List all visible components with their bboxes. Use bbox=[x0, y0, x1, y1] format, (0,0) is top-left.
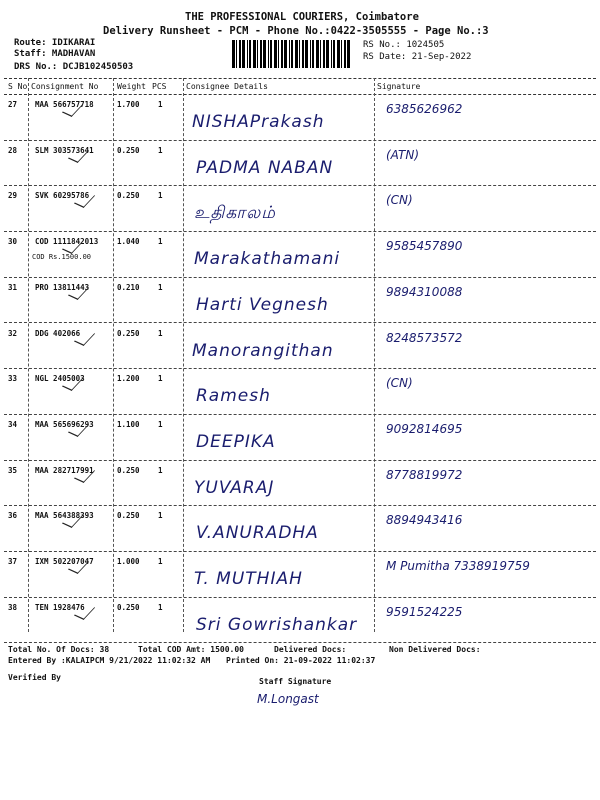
consignee-name-handwritten: Ramesh bbox=[196, 386, 271, 407]
barcode-bar bbox=[323, 40, 325, 68]
row-pcs: 1 bbox=[158, 511, 163, 521]
row-pcs: 1 bbox=[158, 557, 163, 566]
row-weight: 0.250 bbox=[117, 145, 140, 155]
row-weight: 1.100 bbox=[117, 419, 140, 429]
signature-handwritten: 9894310088 bbox=[386, 284, 463, 299]
signature-handwritten: 8248573572 bbox=[386, 330, 463, 345]
drs-label: DRS No.: DCJB102450503 bbox=[14, 62, 134, 72]
table-row bbox=[4, 94, 596, 141]
barcode-bar bbox=[253, 40, 256, 68]
row-consignment: MAA 282717991 bbox=[35, 465, 94, 475]
row-weight: 0.250 bbox=[117, 191, 140, 201]
barcode-bar bbox=[236, 40, 237, 68]
barcode-bar bbox=[302, 40, 304, 68]
rs-date: RS Date: 21-Sep-2022 bbox=[363, 52, 472, 62]
barcode-bar bbox=[249, 40, 251, 68]
row-sno: 32 bbox=[8, 328, 18, 338]
row-sno: 29 bbox=[8, 191, 18, 201]
row-sno: 38 bbox=[8, 602, 18, 612]
non-delivered-docs: Non Delivered Docs: bbox=[389, 645, 481, 654]
barcode-bar bbox=[299, 40, 300, 68]
row-pcs: 1 bbox=[158, 191, 163, 201]
barcode-bar bbox=[347, 40, 350, 68]
consignee-name-handwritten: Manorangithan bbox=[192, 340, 334, 361]
consignee-name-handwritten: T. MUTHIAH bbox=[194, 569, 303, 589]
row-sno: 30 bbox=[8, 237, 18, 247]
table-row bbox=[4, 414, 596, 461]
signature-handwritten: 9591524225 bbox=[386, 604, 463, 619]
staff-signature: M.Longast bbox=[257, 692, 319, 706]
consignee-name-handwritten: PADMA NABAN bbox=[196, 157, 334, 178]
consignee-name-handwritten: Marakathamani bbox=[194, 249, 341, 270]
barcode-bar bbox=[263, 40, 266, 68]
barcode-bar bbox=[344, 40, 346, 68]
barcode-bar bbox=[310, 40, 311, 68]
col-signature: Signature bbox=[377, 82, 421, 91]
barcode-bar bbox=[260, 40, 262, 68]
row-sno: 37 bbox=[8, 557, 18, 566]
barcode-bar bbox=[284, 40, 287, 68]
row-pcs: 1 bbox=[158, 602, 163, 612]
barcode-image bbox=[232, 40, 354, 68]
row-pcs: 1 bbox=[158, 374, 163, 384]
rs-number: RS No.: 1024505 bbox=[363, 40, 445, 50]
table-row bbox=[4, 551, 596, 598]
col-weight: Weight bbox=[117, 82, 146, 91]
consignee-name-handwritten: NISHAPrakash bbox=[192, 112, 325, 132]
barcode-bar bbox=[312, 40, 314, 68]
signature-handwritten: (CN) bbox=[386, 193, 413, 208]
row-consignment: IXM 502207047 bbox=[35, 557, 94, 566]
barcode-bar bbox=[333, 40, 335, 68]
total-docs: Total No. Of Docs: 38 bbox=[8, 645, 110, 654]
barcode-bar bbox=[242, 40, 245, 68]
col-pcs: PCS bbox=[152, 82, 167, 91]
barcode-bar bbox=[337, 40, 340, 68]
row-weight: 0.250 bbox=[117, 328, 140, 338]
consignee-name-handwritten: Sri Gowrishankar bbox=[196, 614, 358, 635]
row-consignment: MAA 566757718 bbox=[35, 100, 94, 109]
entered-by: Entered By :KALAIPCM 9/21/2022 11:02:32 AM bbox=[8, 656, 211, 665]
barcode-bar bbox=[278, 40, 279, 68]
signature-handwritten: (ATN) bbox=[386, 147, 420, 162]
row-weight: 0.250 bbox=[117, 602, 140, 612]
printed-on: Printed On: 21-09-2022 11:02:37 bbox=[226, 656, 376, 665]
route-label: Route: IDIKARAI bbox=[14, 38, 96, 48]
row-sno: 31 bbox=[8, 282, 18, 292]
row-sno: 28 bbox=[8, 145, 18, 155]
barcode-bar bbox=[341, 40, 342, 68]
row-weight: 1.200 bbox=[117, 374, 140, 384]
table-header bbox=[4, 78, 596, 95]
delivered-docs: Delivered Docs: bbox=[274, 645, 347, 654]
row-pcs: 1 bbox=[158, 237, 163, 247]
row-pcs: 1 bbox=[158, 145, 163, 155]
col-sno: S No bbox=[8, 82, 28, 91]
row-weight: 0.210 bbox=[117, 282, 140, 292]
row-sno: 36 bbox=[8, 511, 18, 521]
signature-handwritten: (CN) bbox=[386, 376, 413, 391]
barcode-bar bbox=[320, 40, 321, 68]
table-row bbox=[4, 277, 596, 324]
col-consignee: Consignee Details bbox=[186, 82, 268, 91]
barcode-bar bbox=[239, 40, 241, 68]
row-pcs: 1 bbox=[158, 465, 163, 475]
barcode-bar bbox=[295, 40, 298, 68]
verified-by: Verified By bbox=[8, 673, 61, 682]
row-consignment: DDG 402066 bbox=[35, 328, 81, 338]
company-title: THE PROFESSIONAL COURIERS, Coimbatore bbox=[185, 11, 419, 23]
total-cod: Total COD Amt: 1500.00 bbox=[138, 645, 244, 654]
signature-handwritten: 8778819972 bbox=[386, 467, 463, 482]
row-cod-amount: COD Rs.1500.00 bbox=[32, 253, 92, 262]
barcode-bar bbox=[257, 40, 258, 68]
row-pcs: 1 bbox=[158, 282, 163, 292]
row-weight: 0.250 bbox=[117, 465, 140, 475]
row-consignment: COD 1111842013 bbox=[35, 237, 99, 247]
barcode-bar bbox=[270, 40, 272, 68]
barcode-bar bbox=[247, 40, 248, 68]
table-row bbox=[4, 323, 596, 370]
staff-label: Staff: MADHAVAN bbox=[14, 49, 96, 59]
table-row bbox=[4, 185, 596, 232]
signature-handwritten: M Pumitha 7338919759 bbox=[386, 559, 530, 573]
consignee-name-handwritten: V.ANURADHA bbox=[196, 523, 319, 544]
row-sno: 27 bbox=[8, 100, 18, 109]
barcode-bar bbox=[268, 40, 269, 68]
row-consignment: PRO 13811443 bbox=[35, 282, 90, 292]
row-pcs: 1 bbox=[158, 419, 163, 429]
row-consignment: SVK 60295786 bbox=[35, 191, 90, 201]
barcode-bar bbox=[289, 40, 290, 68]
barcode-bar bbox=[281, 40, 283, 68]
runsheet-title: Delivery Runsheet - PCM - Phone No.:0422-3505555 - Page No.:3 bbox=[103, 25, 489, 37]
barcode-bar bbox=[316, 40, 319, 68]
barcode-bar bbox=[331, 40, 332, 68]
consignee-name-handwritten: DEEPIKA bbox=[196, 431, 276, 452]
table-row bbox=[4, 140, 596, 187]
signature-handwritten: 9585457890 bbox=[386, 239, 463, 254]
row-sno: 35 bbox=[8, 465, 18, 475]
row-consignment: SLM 303573641 bbox=[35, 145, 94, 155]
row-pcs: 1 bbox=[158, 328, 163, 338]
row-consignment: MAA 565696293 bbox=[35, 419, 94, 429]
barcode-bar bbox=[305, 40, 308, 68]
row-pcs: 1 bbox=[158, 100, 163, 109]
barcode-bar bbox=[274, 40, 277, 68]
consignee-name-handwritten: உதிகாலம் bbox=[194, 203, 276, 224]
table-row bbox=[4, 597, 596, 644]
barcode-bar bbox=[232, 40, 235, 68]
table-row bbox=[4, 505, 596, 552]
row-sno: 34 bbox=[8, 419, 18, 429]
row-weight: 0.250 bbox=[117, 511, 140, 521]
row-consignment: NGL 2405003 bbox=[35, 374, 85, 384]
table-row bbox=[4, 231, 596, 278]
consignee-name-handwritten: YUVARAJ bbox=[194, 477, 275, 498]
col-consignment: Consignment No bbox=[31, 82, 99, 91]
row-weight: 1.040 bbox=[117, 237, 140, 247]
table-row bbox=[4, 460, 596, 507]
staff-signature-label: Staff Signature bbox=[259, 677, 332, 686]
row-sno: 33 bbox=[8, 374, 18, 384]
row-consignment: TEN 1928476 bbox=[35, 602, 85, 612]
row-weight: 1.000 bbox=[117, 557, 140, 566]
barcode-bar bbox=[326, 40, 329, 68]
table-row bbox=[4, 368, 596, 415]
signature-handwritten: 6385626962 bbox=[386, 102, 463, 116]
consignee-name-handwritten: Harti Vegnesh bbox=[196, 294, 329, 315]
barcode-bar bbox=[291, 40, 293, 68]
signature-handwritten: 9092814695 bbox=[386, 421, 463, 436]
row-consignment: MAA 564388393 bbox=[35, 511, 94, 521]
signature-handwritten: 8894943416 bbox=[386, 513, 463, 528]
row-weight: 1.700 bbox=[117, 100, 140, 109]
